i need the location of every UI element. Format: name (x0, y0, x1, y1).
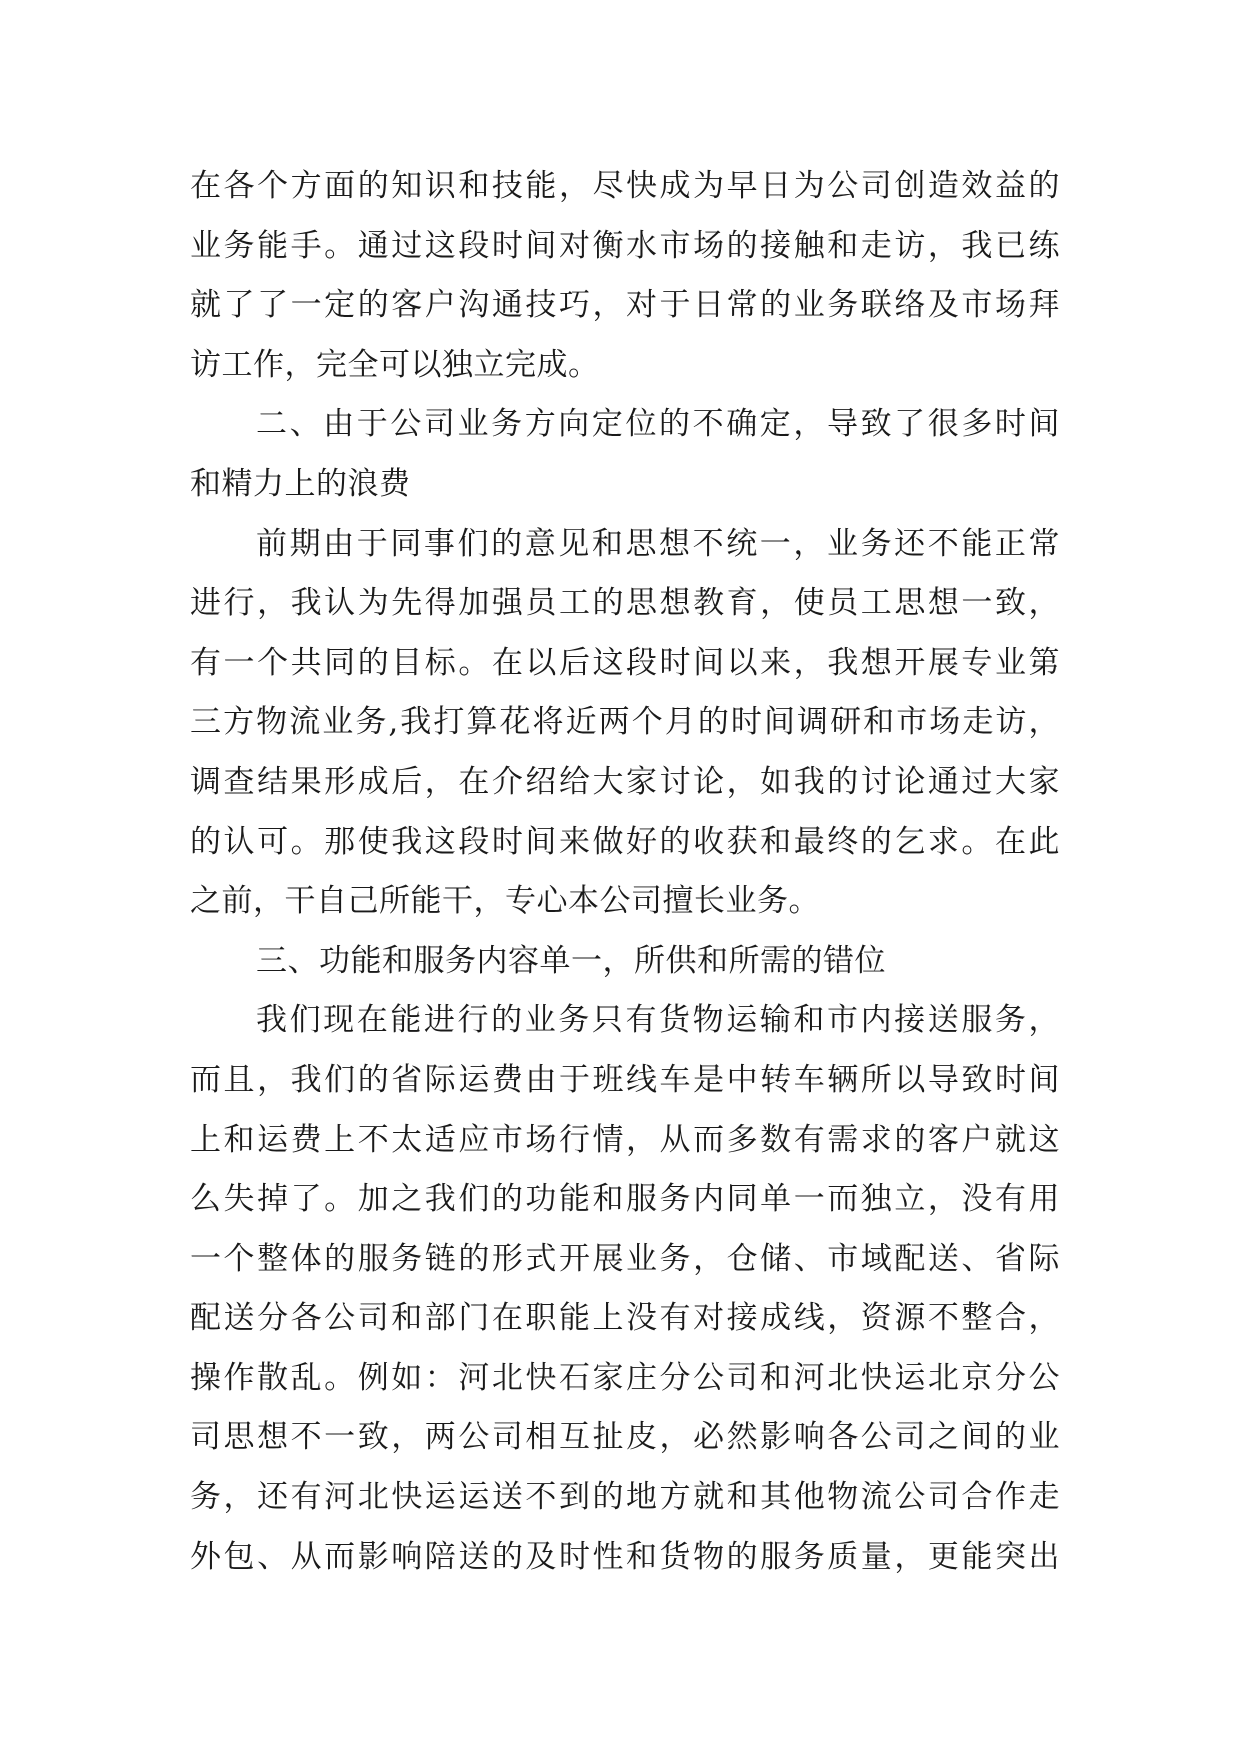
text-line: 访工作，完全可以独立完成。 (190, 346, 600, 383)
text-line: 一个整体的服务链的形式开展业务，仓储、市域配送、省际 (190, 1240, 1060, 1277)
text-line: 有一个共同的目标。在以后这段时间以来，我想开展专业第 (190, 644, 1060, 681)
text-line: 操作散乱。例如：河北快石家庄分公司和河北快运北京分公 (190, 1359, 1060, 1396)
document-body (190, 157, 1060, 1587)
text-line: 而且，我们的省际运费由于班线车是中转车辆所以导致时间 (190, 1061, 1060, 1098)
text-line: 调查结果形成后，在介绍给大家讨论，如我的讨论通过大家 (190, 763, 1060, 800)
text-line: 业务能手。通过这段时间对衡水市场的接触和走访，我已练 (190, 227, 1060, 264)
text-line: 在各个方面的知识和技能，尽快成为早日为公司创造效益的 (190, 168, 1060, 204)
text-line: 上和运费上不太适应市场行情，从而多数有需求的客户就这 (190, 1121, 1060, 1158)
text-line: 配送分各公司和部门在职能上没有对接成线，资源不整合， (190, 1300, 1060, 1337)
text-line: 三方物流业务,我打算花将近两个月的时间调研和市场走访， (190, 704, 1060, 741)
text-line: 外包、从而影响陪送的及时性和货物的服务质量，更能突出 (190, 1538, 1060, 1575)
text-line: 么失掉了。加之我们的功能和服务内同单一而独立，没有用 (190, 1181, 1060, 1218)
paragraph-first-line: 三、功能和服务内容单一，所供和所需的错位 (256, 942, 886, 979)
text-line: 务，还有河北快运运送不到的地方就和其他物流公司合作走 (190, 1479, 1060, 1516)
text-line: 和精力上的浪费 (190, 465, 411, 502)
paragraph-first-line: 二、由于公司业务方向定位的不确定，导致了很多时间 (256, 406, 1060, 443)
text-line: 进行，我认为先得加强员工的思想教育，使员工思想一致， (190, 585, 1060, 622)
paragraph-first-line: 我们现在能进行的业务只有货物运输和市内接送服务， (256, 1002, 1060, 1039)
text-line: 司思想不一致，两公司相互扯皮，必然影响各公司之间的业 (190, 1419, 1060, 1456)
text-line: 的认可。那使我这段时间来做好的收获和最终的乞求。在此 (190, 823, 1060, 860)
text-line: 就了了一定的客户沟通技巧，对于日常的业务联络及市场拜 (190, 287, 1060, 324)
text-line: 之前，干自己所能干，专心本公司擅长业务。 (190, 883, 820, 920)
paragraph-first-line: 前期由于同事们的意见和思想不统一，业务还不能正常 (256, 525, 1060, 562)
